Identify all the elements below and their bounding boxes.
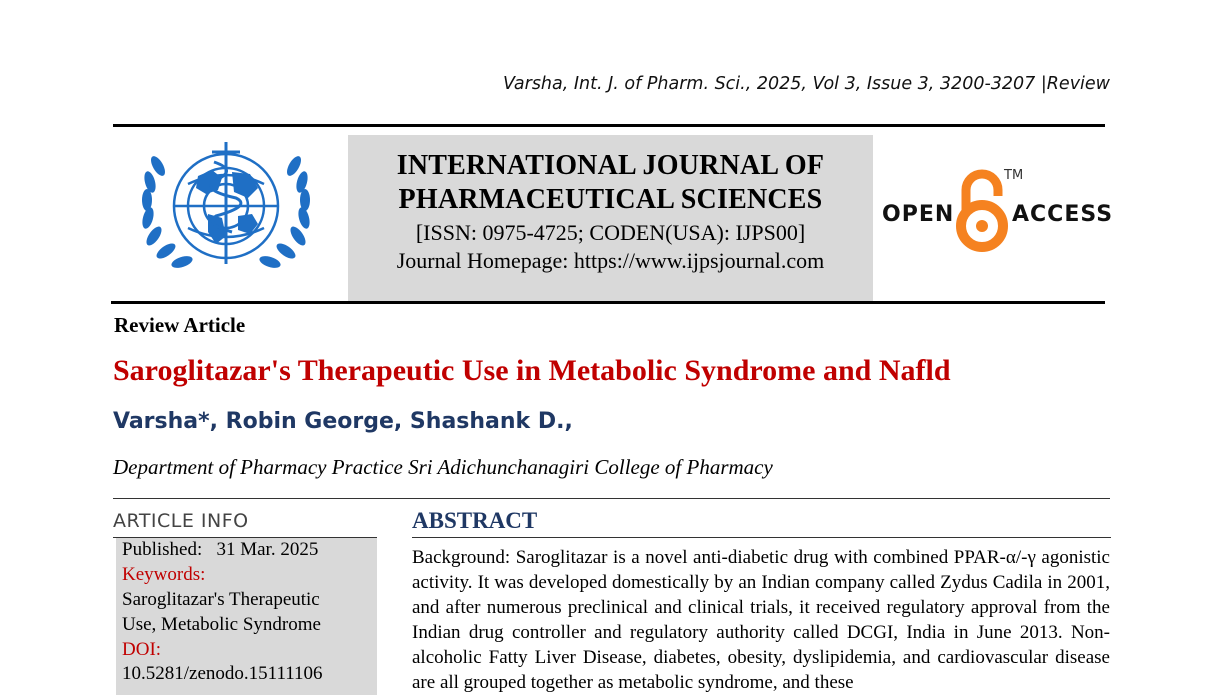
doi-link[interactable]: 10.5281/zenodo.15111106 [122,663,323,684]
published-label: Published: [122,539,203,560]
article-info-heading: ARTICLE INFO [113,510,249,532]
running-citation: Varsha, Int. J. of Pharm. Sci., 2025, Vol 3, Issue 3, 3200-3207 |Review [503,74,1110,94]
journal-name [348,149,873,217]
header-bottom-rule [111,301,1105,304]
open-access-logo [880,166,1114,256]
keywords-line-2: Use, Metabolic Syndrome [122,614,321,635]
keywords-line-1: Saroglitazar's Therapeutic [122,589,320,610]
journal-issn: [ISSN: 0975-4725; CODEN(USA): IJPS00] [415,220,806,245]
article-info-panel [116,538,377,695]
abstract-rule [412,537,1111,538]
article-type: Review Article [114,313,246,337]
section-divider [113,498,1110,499]
published-date: 31 Mar. 2025 [216,539,319,560]
access-word: ACCESS [1012,202,1114,227]
journal-emblem-logo [128,136,324,282]
author-affiliation: Department of Pharmacy Practice Sri Adichunchanagiri College of Pharmacy [113,455,773,479]
abstract-body: Background: Saroglitazar is a novel anti-diabetic drug with combined PPAR-α/-γ agonistic activity. It was developed domestically by an Indian company called Zydus Cadila in 2001, and after numerous preclinical and clinical trials, it received regulatory approval from the Indian drug controller and regulatory authority called DCGI, India in June 2013. Non-alcoholic Fatty Liver Disease, diabetes, obesity, dyslipidemia, and cardiovascular disease are all grouped together as metabolic syndrome, and these [412,547,1110,693]
journal-name-line-2: PHARMACEUTICAL SCIENCES [398,184,823,215]
author-list: Varsha*, Robin George, Shashank D., [113,409,573,434]
open-word: OPEN [882,202,955,227]
trademark-mark: TM [1004,168,1024,183]
keywords-label: Keywords: [122,564,206,585]
abstract-heading: ABSTRACT [412,508,538,533]
journal-name-line-1: INTERNATIONAL JOURNAL OF [396,150,825,181]
open-access-lock-icon [956,166,1008,256]
journal-homepage-link[interactable]: Journal Homepage: https://www.ijpsjournal.com [396,248,825,273]
doi-label: DOI: [122,639,162,660]
header-top-rule [113,124,1105,127]
article-title: Saroglitazar's Therapeutic Use in Metabolic Syndrome and Nafld [113,354,951,387]
published-row [122,538,318,562]
journal-masthead [348,135,873,301]
